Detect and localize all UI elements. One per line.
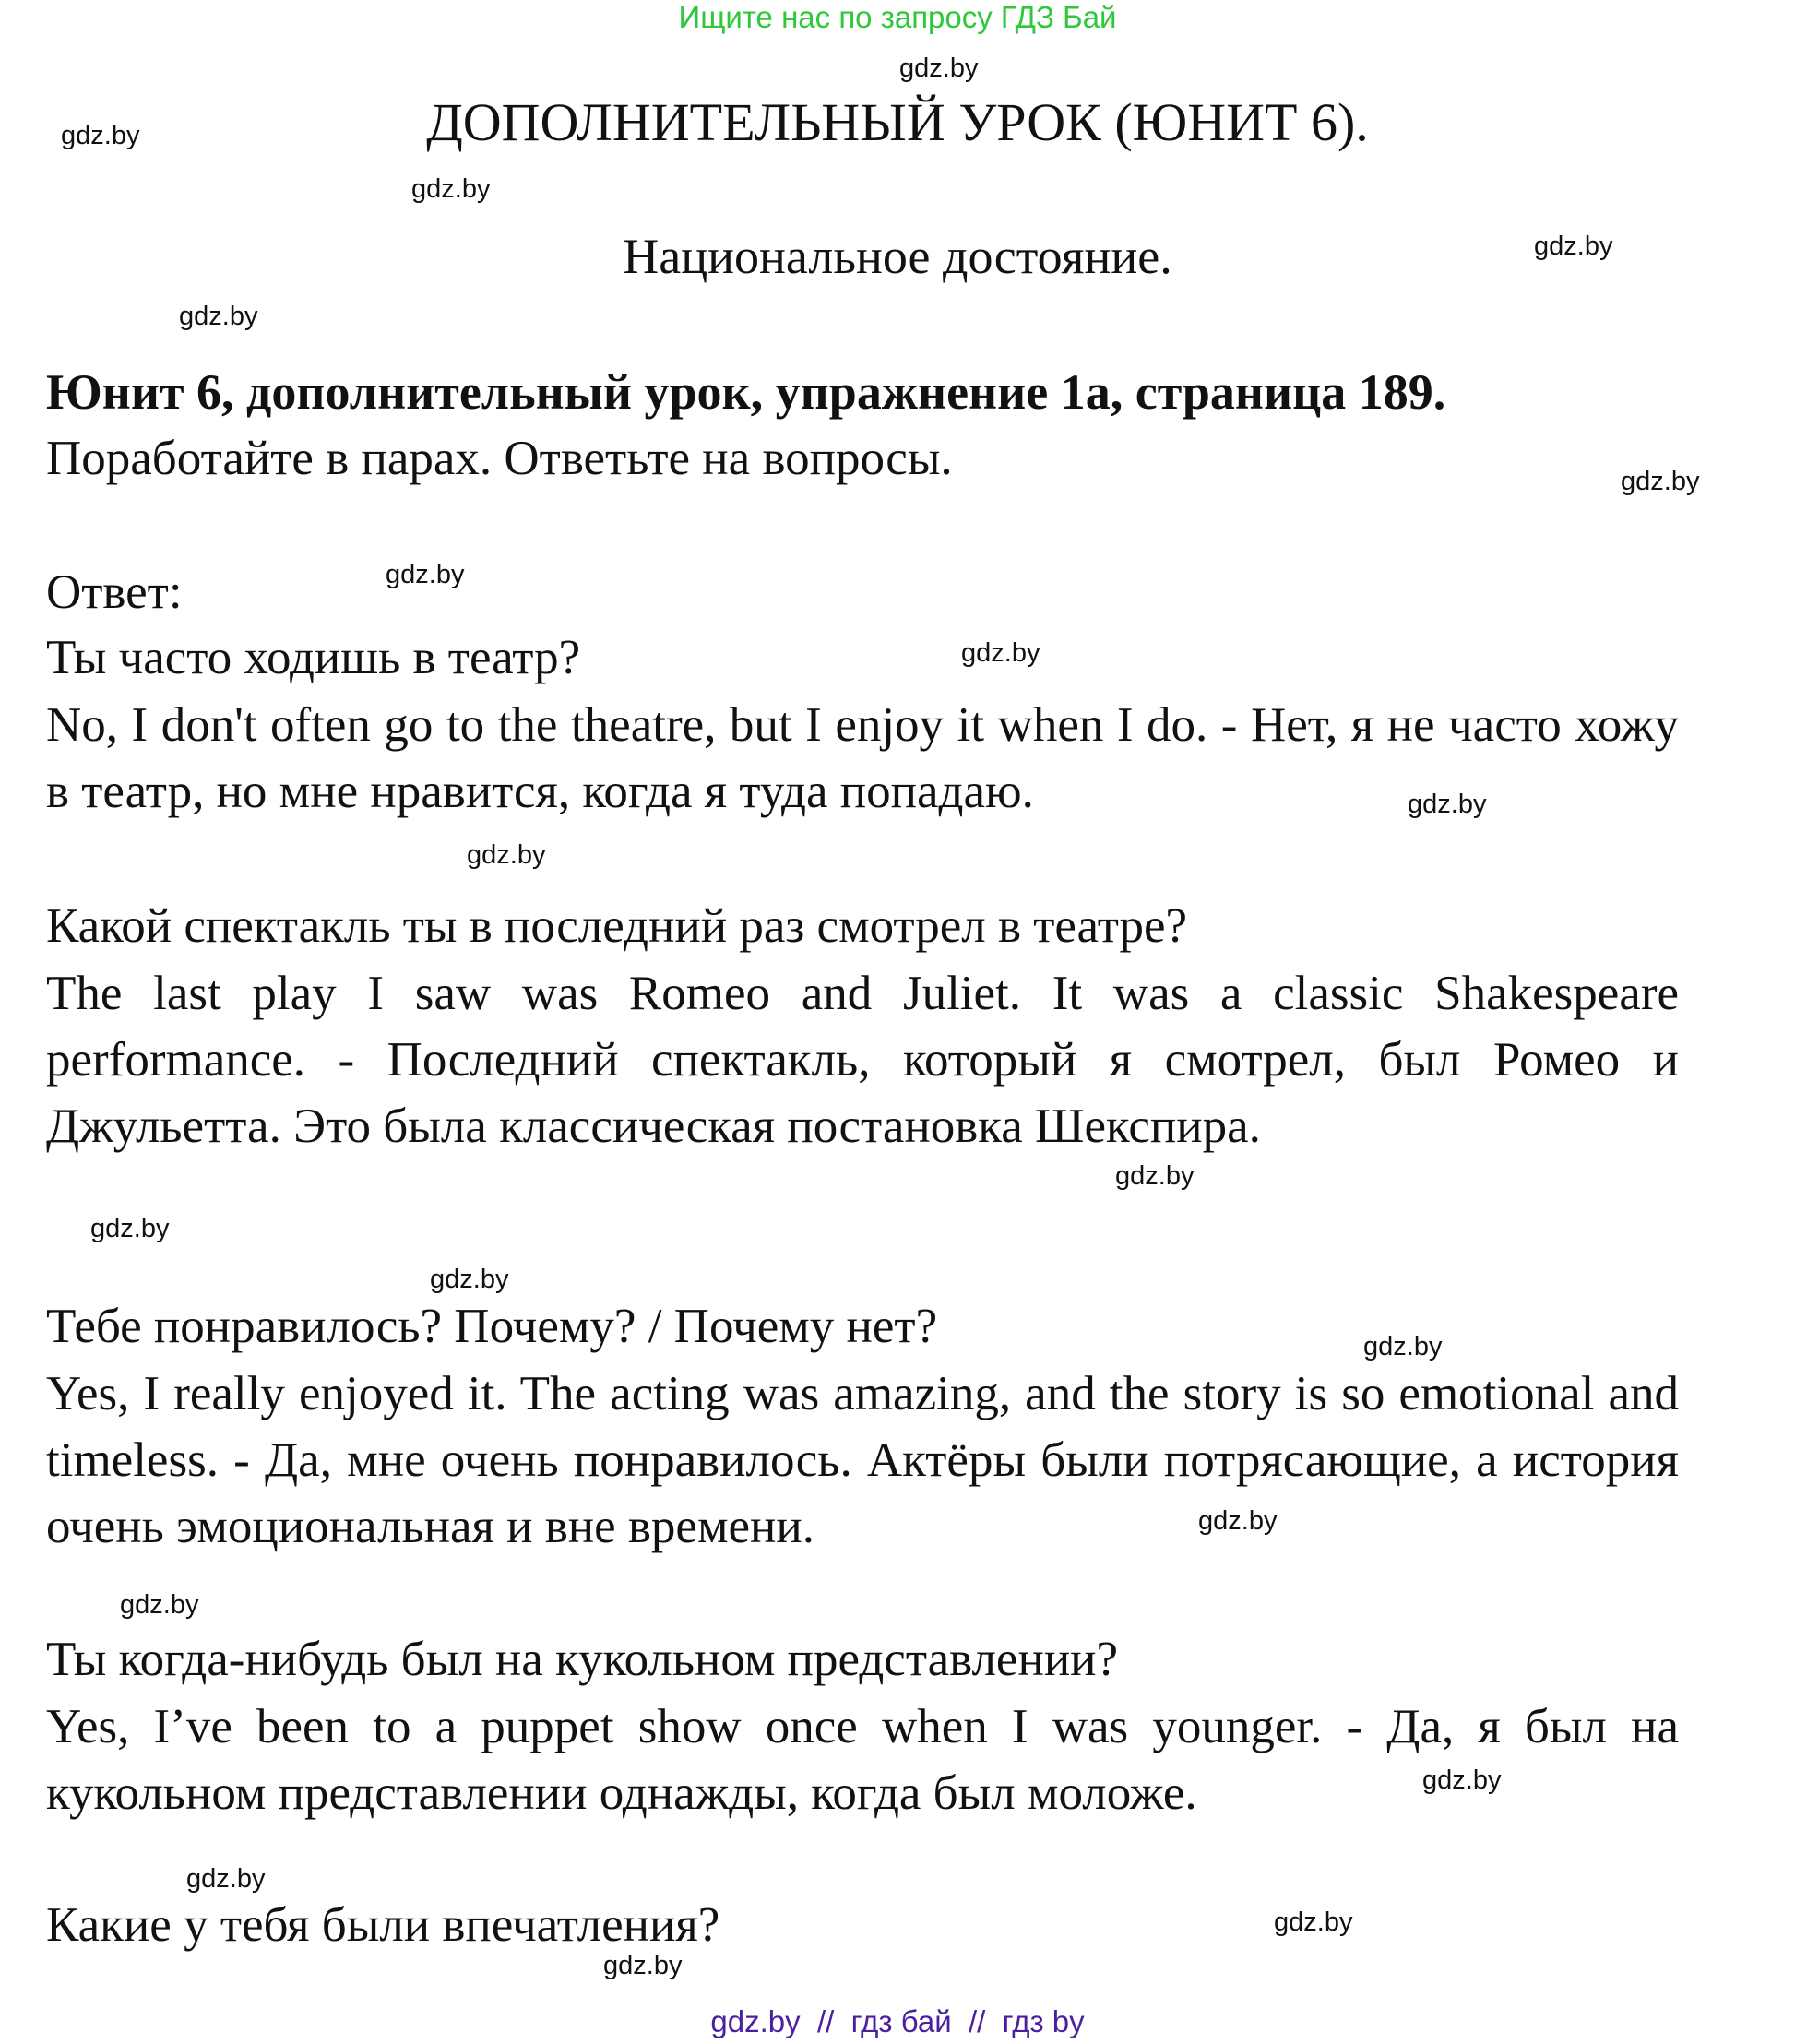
watermark: gdz.by (430, 1265, 509, 1294)
question-text: Ты часто ходишь в театр? (46, 631, 581, 684)
watermark: gdz.by (411, 174, 491, 204)
answer-text: The last play I saw was Romeo and Juliet. It was a classic Shakespeare performance. - Последний спектакль, который я смотрел, был Ромео и Джульетта. Это была классическая постановка Шекспира. (46, 967, 1679, 1153)
answer-text: Yes, I’ve been to a puppet show once when I was younger. - Да, я был на кукольном представлении однажды, когда был моложе. (46, 1700, 1679, 1820)
watermark: gdz.by (90, 1214, 170, 1243)
watermark: gdz.by (1422, 1765, 1502, 1795)
watermark: gdz.by (1621, 467, 1700, 496)
watermark: gdz.by (467, 840, 546, 870)
answer-text: No, I don't often go to the theatre, but I enjoy it when I do. - Нет, я не часто хожу в театр, но мне нравится, когда я туда попадаю. (46, 698, 1679, 818)
question-text: Тебе понравилось? Почему? / Почему нет? (46, 1300, 938, 1353)
watermark: gdz.by (386, 560, 465, 589)
top-banner: Ищите нас по запросу ГДЗ Бай (678, 0, 1117, 34)
watermark: gdz.by (61, 121, 140, 150)
watermark: gdz.by (1534, 232, 1613, 261)
watermark: gdz.by (1408, 790, 1487, 819)
page-title: ДОПОЛНИТЕЛЬНЫЙ УРОК (ЮНИТ 6). (426, 92, 1369, 152)
answer-text: Yes, I really enjoyed it. The acting was amazing, and the story is so emotional and timeless. - Да, мне очень понравилось. Актёры были потрясающие, а история очень эмоциональная и вне времени. (46, 1367, 1679, 1553)
watermark: gdz.by (961, 638, 1040, 668)
watermark: gdz.by (120, 1590, 199, 1620)
watermark: gdz.by (1274, 1907, 1353, 1937)
watermark: gdz.by (1198, 1506, 1278, 1536)
question-text: Ты когда-нибудь был на кукольном представлении? (46, 1633, 1119, 1686)
exercise-instruction: Поработайте в парах. Ответьте на вопросы. (46, 432, 953, 485)
footer-links: gdz.by // гдз бай // гдз by (710, 2004, 1085, 2038)
answer-label: Ответ: (46, 565, 183, 619)
watermark: gdz.by (603, 1951, 683, 1980)
watermark: gdz.by (1363, 1332, 1443, 1361)
question-text: Какие у тебя были впечатления? (46, 1898, 720, 1952)
question-text: Какой спектакль ты в последний раз смотрел в театре? (46, 899, 1188, 953)
watermark: gdz.by (1115, 1161, 1195, 1191)
watermark: gdz.by (899, 53, 979, 83)
watermark: gdz.by (179, 302, 258, 331)
watermark: gdz.by (186, 1864, 266, 1894)
exercise-heading: Юнит 6, дополнительный урок, упражнение 1a, страница 189. (46, 364, 1446, 420)
page-subtitle: Национальное достояние. (623, 229, 1172, 284)
